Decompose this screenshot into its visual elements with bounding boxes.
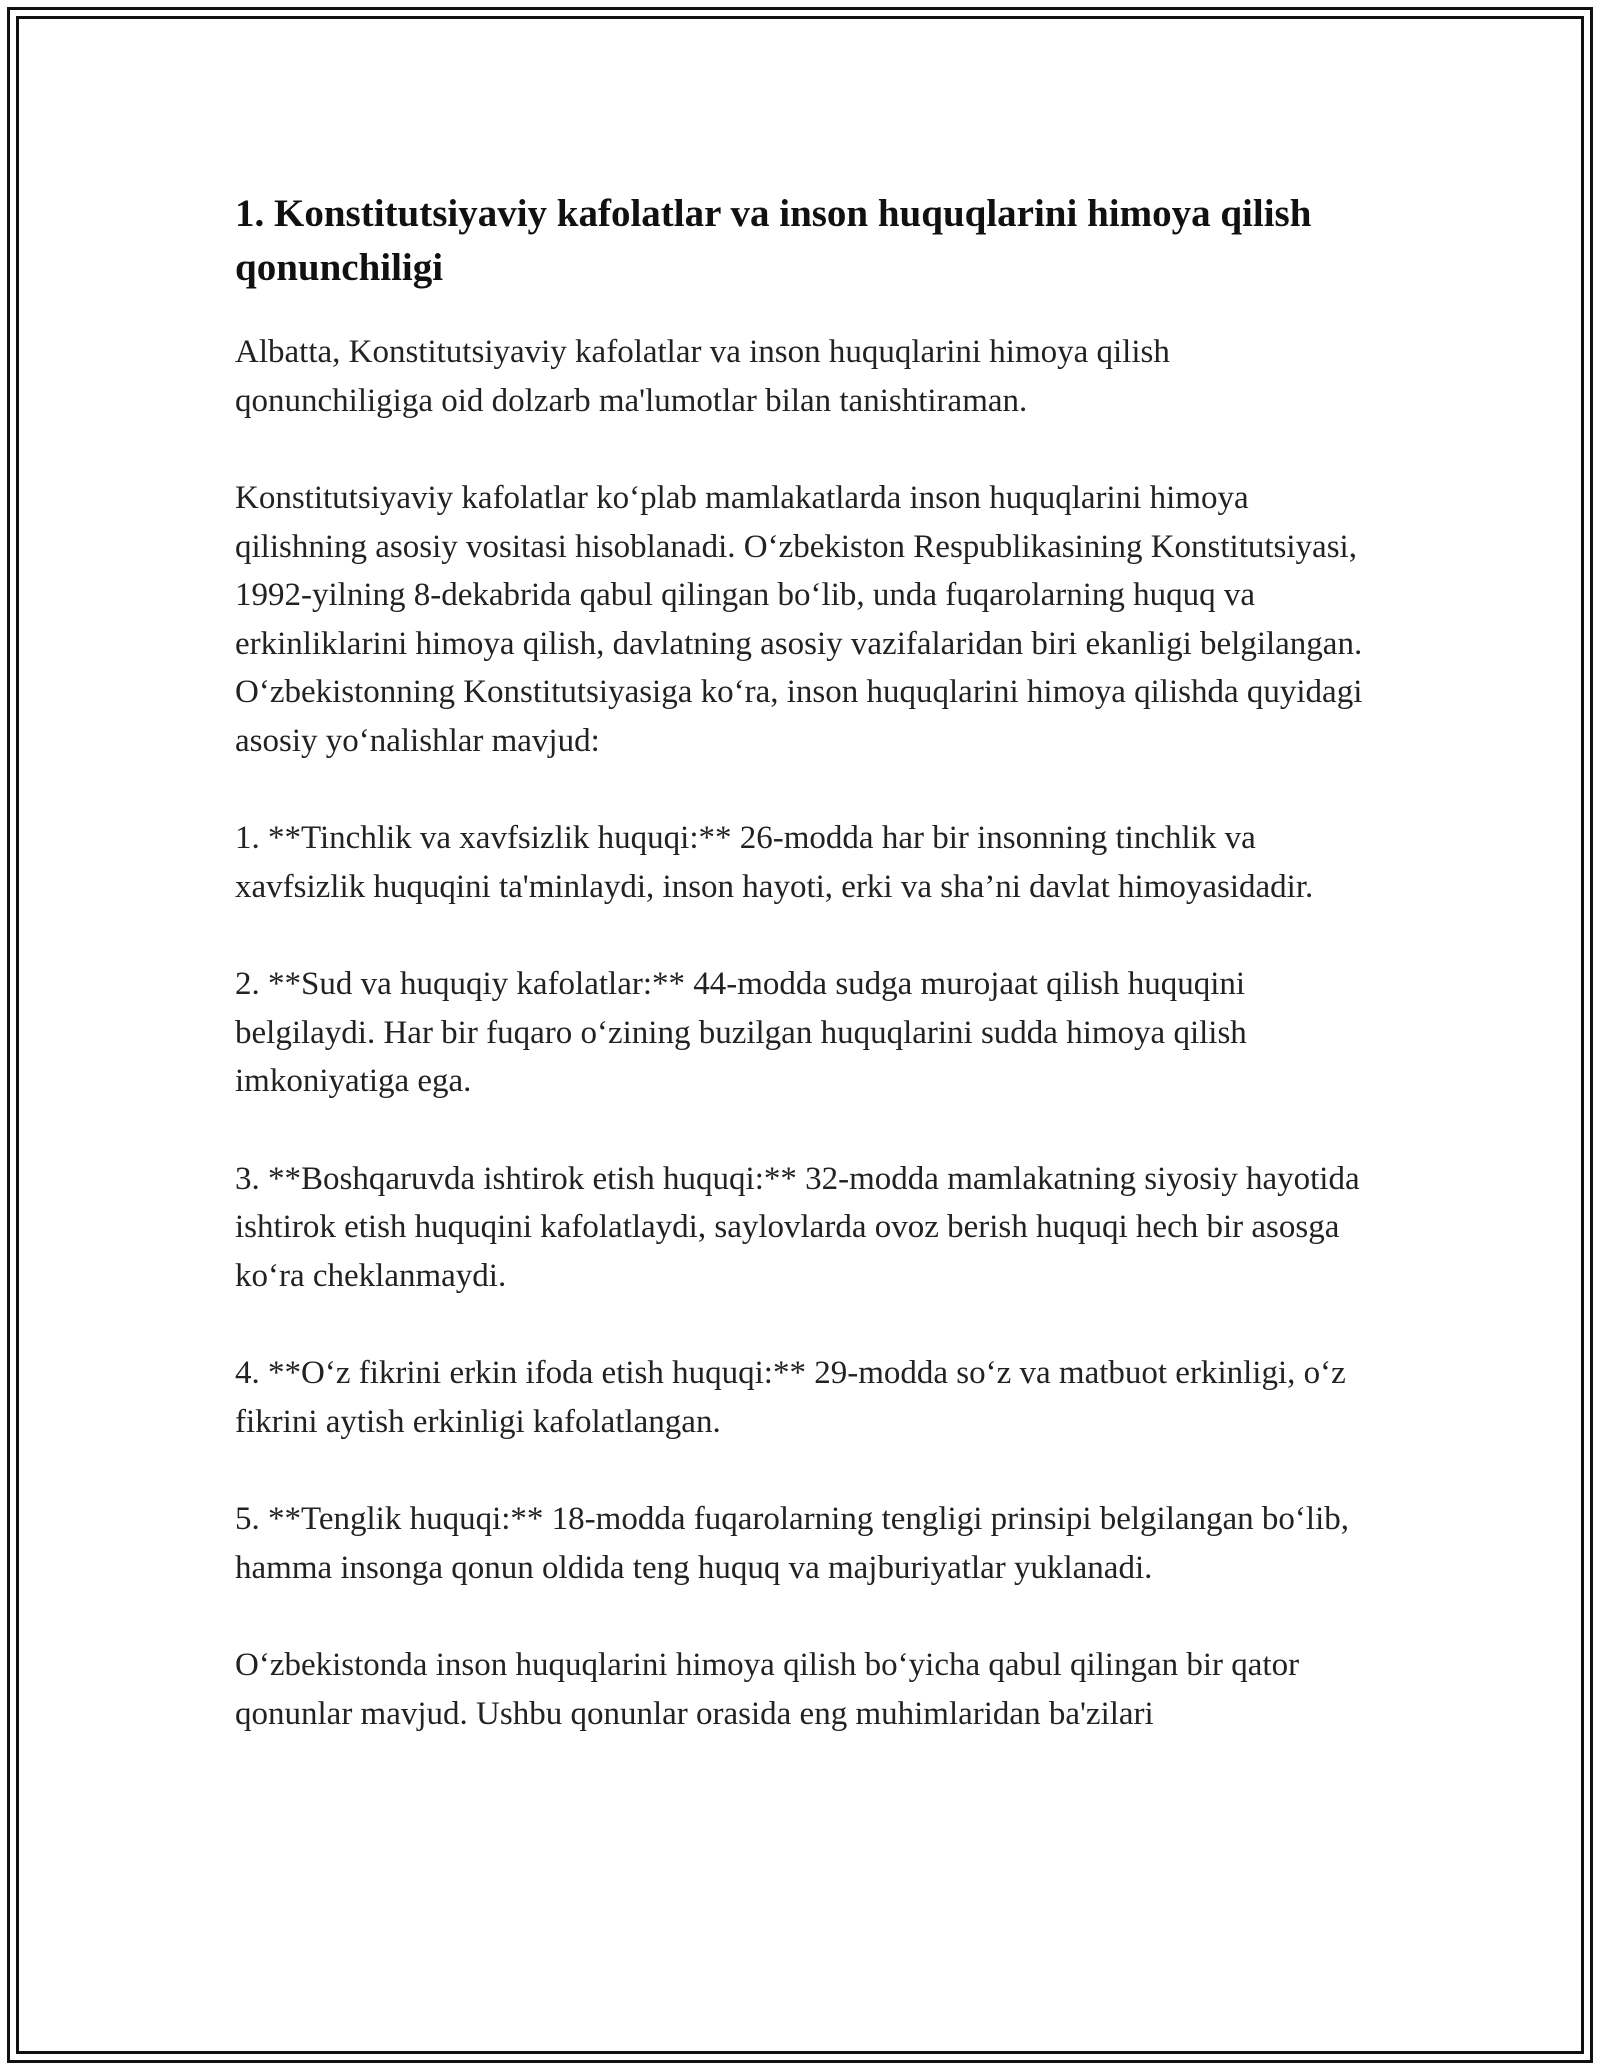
list-item-free-expression: 4. **O‘z fikrini erkin ifoda etish huquqi:** 29-modda so‘z va matbuot erkinligi, o‘z fikrini aytish erkinligi kafolatlangan. bbox=[235, 1355, 1346, 1440]
list-item-equality: 5. **Tenglik huquqi:** 18-modda fuqarolarning tengligi prinsipi belgilangan bo‘lib, hamma insonga qonun oldida teng huquq va majburiyatlar yuklanadi. bbox=[235, 1501, 1350, 1586]
paragraph-laws: O‘zbekistonda inson huquqlarini himoya qilish bo‘yicha qabul qilingan bir qator qonunlar mavjud. Ushbu qonunlar orasida eng muhimlaridan ba'zilari bbox=[235, 1647, 1300, 1732]
paragraph-constitution: Konstitutsiyaviy kafolatlar ko‘plab mamlakatlarda inson huquqlarini himoya qilishning asosiy vositasi hisoblanadi. O‘zbekiston Respublikasining Konstitutsiyasi, 1992-yilning 8-dekabrida qabul qilingan bo‘lib, unda fuqarolarning huquq va erkinliklarini himoya qilish, davlatning asosiy vazifalaridan biri ekanligi belgilangan. O‘zbekistonning Konstitutsiyasiga ko‘ra, inson huquqlarini himoya qilishda quyidagi asosiy yo‘nalishlar mavjud: bbox=[235, 480, 1363, 759]
document-body bbox=[235, 187, 1365, 1787]
document-title: 1. Konstitutsiyaviy kafolatlar va inson huquqlarini himoya qilish qonunchiligi bbox=[235, 192, 1312, 289]
list-item-court-guarantees: 2. **Sud va huquqiy kafolatlar:** 44-modda sudga murojaat qilish huquqini belgilaydi. Har bir fuqaro o‘zining buzilgan huquqlarini sudda himoya qilish imkoniyatiga ega. bbox=[235, 966, 1247, 1099]
paragraph-intro: Albatta, Konstitutsiyaviy kafolatlar va inson huquqlarini himoya qilish qonunchiligiga oid dolzarb ma'lumotlar bilan tanishtiraman. bbox=[235, 334, 1170, 419]
list-item-peace-security: 1. **Tinchlik va xavfsizlik huquqi:** 26-modda har bir insonning tinchlik va xavfsizlik huquqini ta'minlaydi, inson hayoti, erki va sha’ni davlat himoyasidadir. bbox=[235, 820, 1314, 905]
list-item-governance-participation: 3. **Boshqaruvda ishtirok etish huquqi:** 32-modda mamlakatning siyosiy hayotida ishtirok etish huquqini kafolatlaydi, saylovlarda ovoz berish huquqi hech bir asosga ko‘ra cheklanmaydi. bbox=[235, 1160, 1360, 1294]
